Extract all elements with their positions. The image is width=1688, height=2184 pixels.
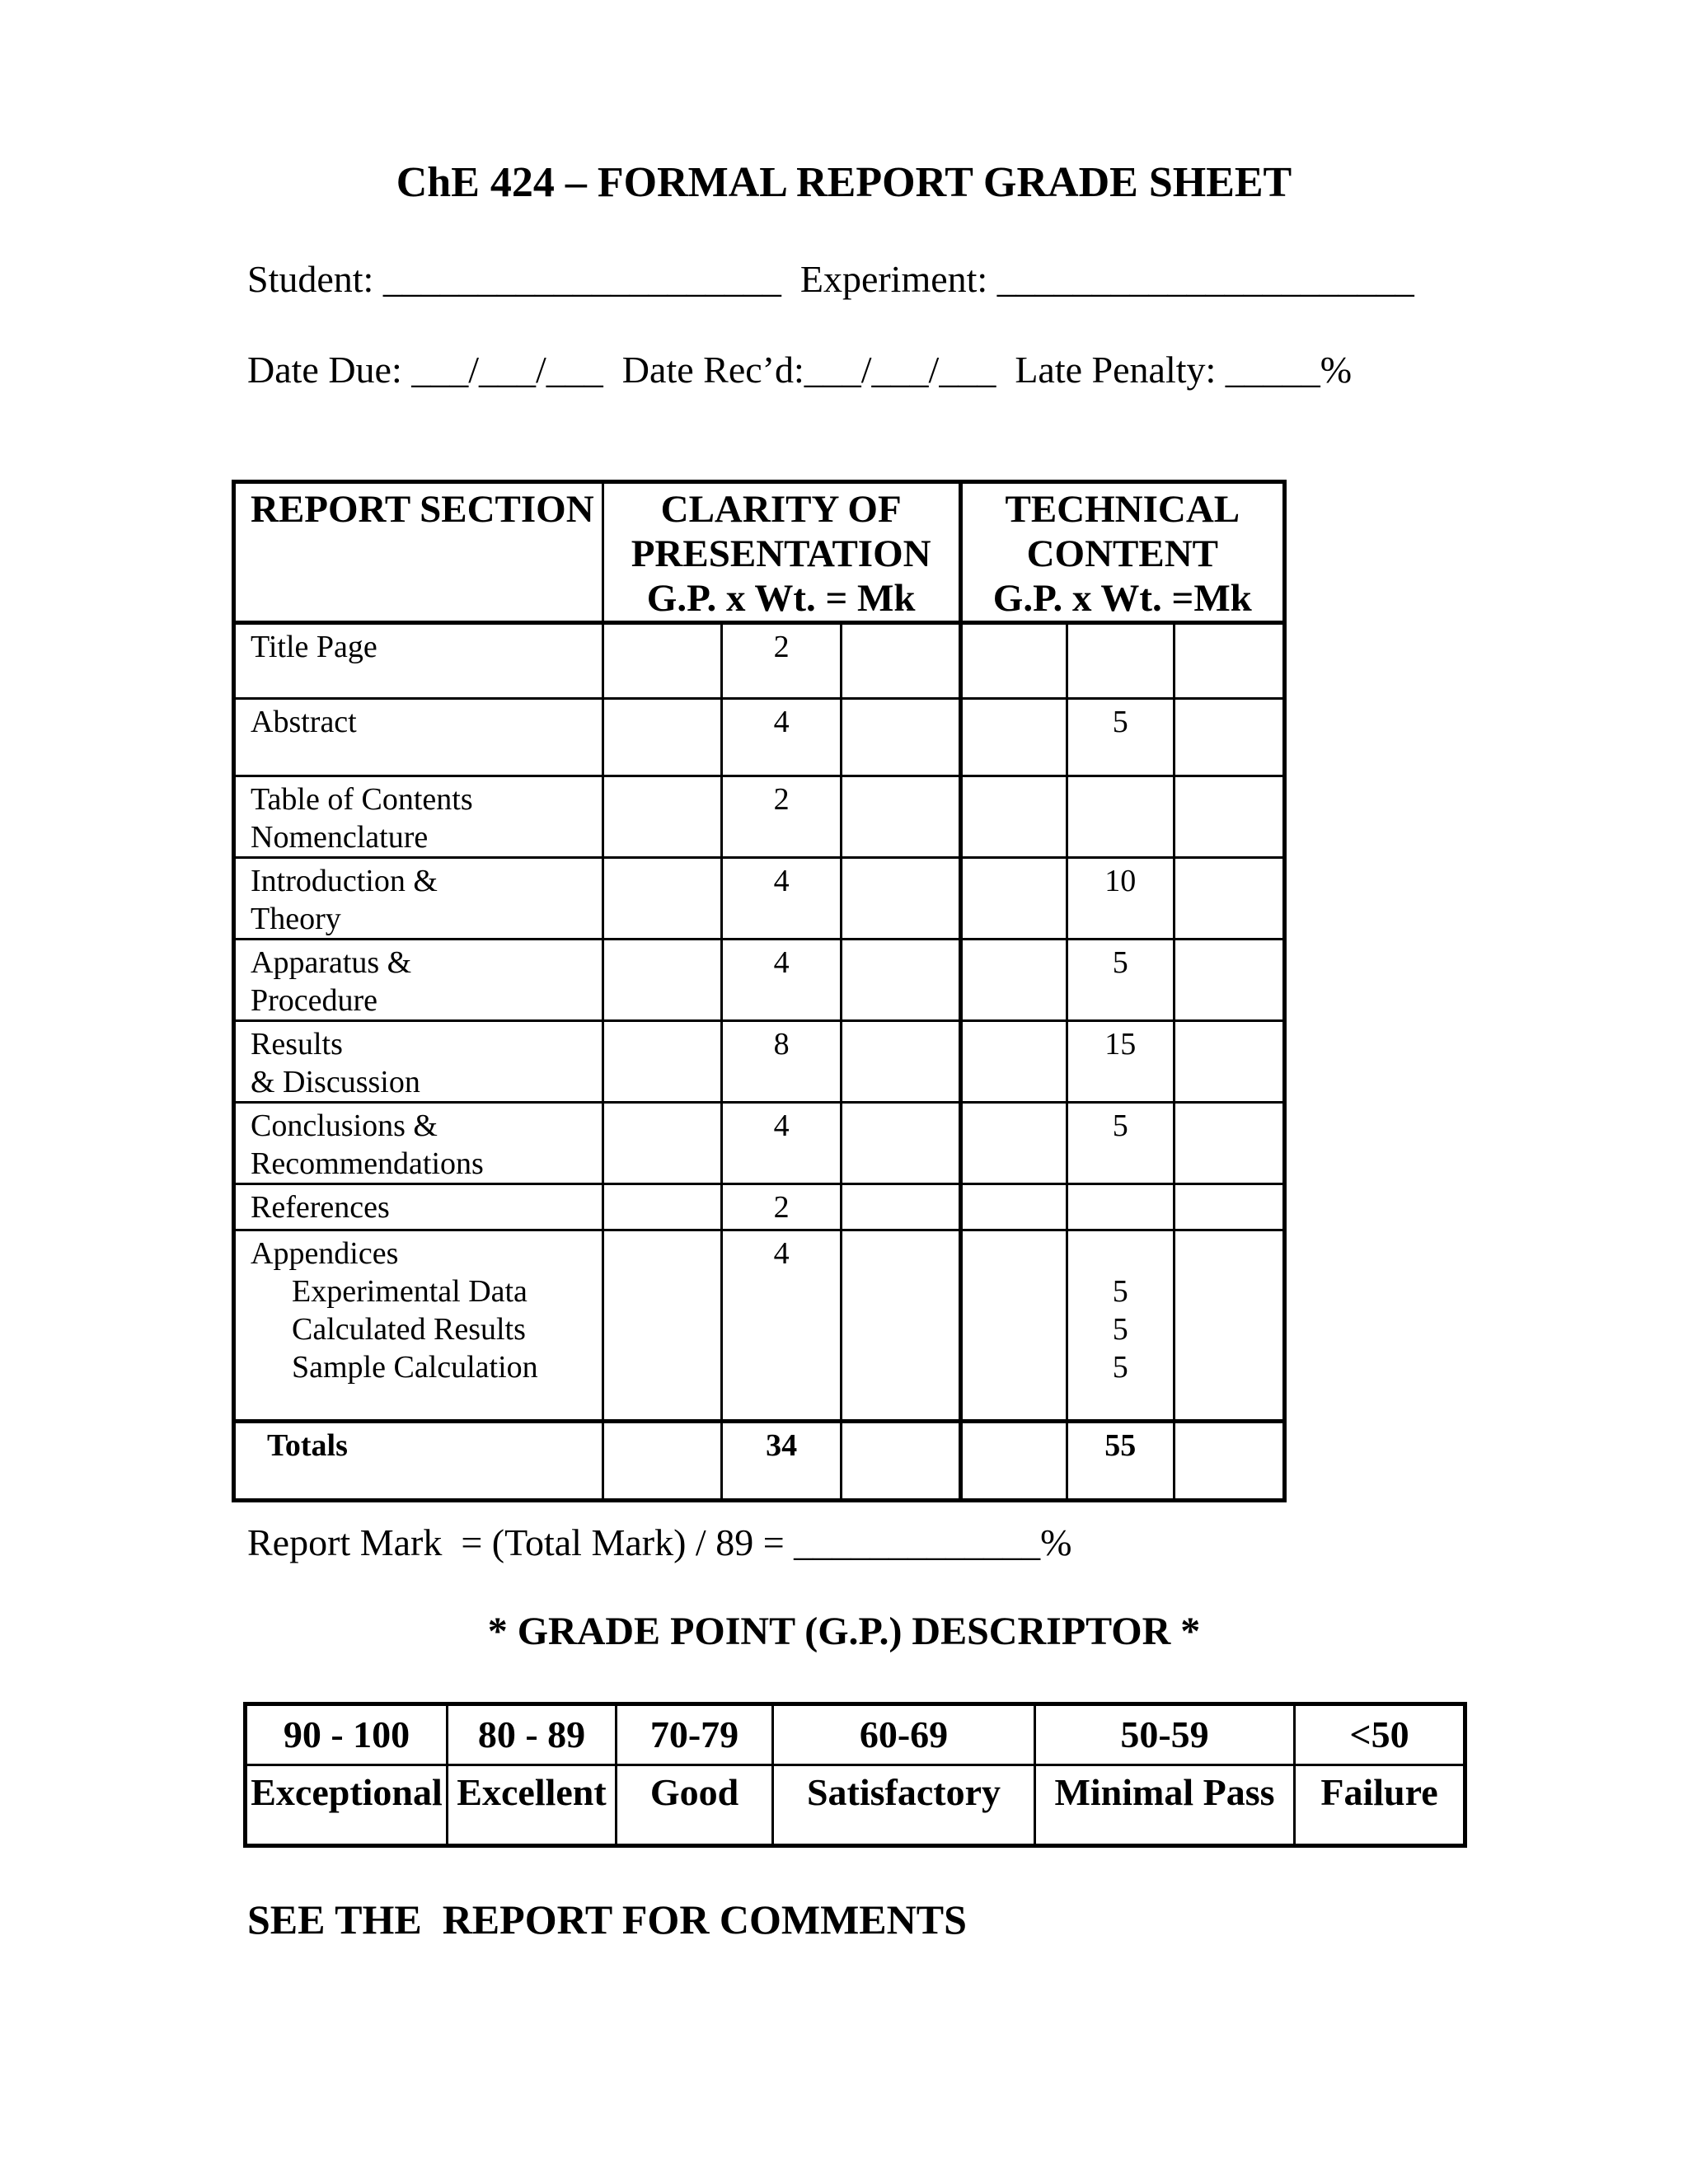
- gp-descriptor-table: [243, 1702, 1467, 1848]
- technical-mark-cell[interactable]: [1174, 858, 1284, 940]
- totals-row: [234, 1422, 1285, 1501]
- grade-range-cell: 50-59: [1035, 1704, 1295, 1765]
- clarity-mark-cell[interactable]: [842, 1230, 961, 1422]
- technical-weight-cell: 5: [1067, 940, 1175, 1021]
- grade-range-cell: 90 - 100: [246, 1704, 448, 1765]
- clarity-gp-cell[interactable]: [603, 940, 722, 1021]
- report-mark-line: Report Mark = (Total Mark) / 89 = _____________%: [247, 1521, 1072, 1563]
- technical-weight-cell: [1067, 776, 1175, 858]
- table-row: [234, 776, 1285, 858]
- grade-descriptor-cell: Satisfactory: [773, 1765, 1035, 1846]
- technical-weight-cell: 5: [1067, 1103, 1175, 1184]
- section-label: Apparatus & Procedure: [234, 940, 603, 1021]
- clarity-weight-cell: 4: [722, 940, 842, 1021]
- clarity-mark-cell[interactable]: [842, 1021, 961, 1103]
- technical-weight-total: 55: [1067, 1422, 1175, 1501]
- section-label: References: [234, 1184, 603, 1230]
- see-report-comments: SEE THE REPORT FOR COMMENTS: [247, 1896, 967, 1943]
- technical-gp-cell[interactable]: [960, 699, 1067, 776]
- section-label: Abstract: [234, 699, 603, 776]
- table-row: [234, 1184, 1285, 1230]
- clarity-weight-total: 34: [722, 1422, 842, 1501]
- technical-mark-cell[interactable]: [1174, 1103, 1284, 1184]
- technical-weight-cell: [1067, 623, 1175, 699]
- table-row: [234, 1230, 1285, 1422]
- header-report-section: REPORT SECTION: [234, 482, 603, 623]
- clarity-weight-cell: 4: [722, 858, 842, 940]
- technical-gp-cell[interactable]: [960, 940, 1067, 1021]
- clarity-mark-cell[interactable]: [842, 1184, 961, 1230]
- technical-weight-cell: [1067, 1184, 1175, 1230]
- clarity-weight-cell: 2: [722, 1184, 842, 1230]
- clarity-mark-cell[interactable]: [842, 776, 961, 858]
- clarity-gp-cell[interactable]: [603, 1103, 722, 1184]
- table-row: [234, 1021, 1285, 1103]
- totals-label: Totals: [234, 1422, 603, 1501]
- page-title: ChE 424 – FORMAL REPORT GRADE SHEET: [396, 159, 1292, 206]
- clarity-weight-cell: 4: [722, 1103, 842, 1184]
- clarity-gp-cell[interactable]: [603, 623, 722, 699]
- clarity-weight-cell: 8: [722, 1021, 842, 1103]
- technical-mark-cell[interactable]: [1174, 1230, 1284, 1422]
- clarity-gp-cell[interactable]: [603, 1184, 722, 1230]
- technical-weight-cell: 10: [1067, 858, 1175, 940]
- grade-range-cell: 60-69: [773, 1704, 1035, 1765]
- table-row: [234, 623, 1285, 699]
- grade-descriptor-cell: Excellent: [448, 1765, 617, 1846]
- clarity-gp-cell[interactable]: [603, 776, 722, 858]
- grade-range-cell: 70-79: [617, 1704, 773, 1765]
- technical-mark-cell[interactable]: [1174, 776, 1284, 858]
- table-row: [234, 1103, 1285, 1184]
- grade-range-cell: 80 - 89: [448, 1704, 617, 1765]
- clarity-mark-cell[interactable]: [842, 940, 961, 1021]
- section-label: Conclusions & Recommendations: [234, 1103, 603, 1184]
- clarity-weight-cell: 2: [722, 776, 842, 858]
- section-label: Results & Discussion: [234, 1021, 603, 1103]
- clarity-weight-cell: 4: [722, 699, 842, 776]
- technical-gp-cell[interactable]: [960, 623, 1067, 699]
- table-row: [234, 940, 1285, 1021]
- technical-gp-cell[interactable]: [960, 776, 1067, 858]
- grade-descriptor-cell: Minimal Pass: [1035, 1765, 1295, 1846]
- clarity-mark-cell[interactable]: [842, 699, 961, 776]
- student-experiment-line: Student: _____________________ Experiment: ______________________: [247, 258, 1414, 300]
- technical-mark-cell[interactable]: [1174, 699, 1284, 776]
- clarity-mark-cell[interactable]: [842, 623, 961, 699]
- technical-weight-cell: 5: [1067, 699, 1175, 776]
- grade-descriptor-cell: Failure: [1295, 1765, 1465, 1846]
- clarity-weight-cell: 4: [722, 1230, 842, 1422]
- gp-descriptor-heading: * GRADE POINT (G.P.) DESCRIPTOR *: [487, 1610, 1201, 1653]
- technical-gp-cell[interactable]: [960, 1103, 1067, 1184]
- clarity-gp-total[interactable]: [603, 1422, 722, 1501]
- section-label: Appendices Experimental Data Calculated Results Sample Calculation: [234, 1230, 603, 1422]
- technical-weight-cell: 15: [1067, 1021, 1175, 1103]
- technical-gp-total[interactable]: [960, 1422, 1067, 1501]
- technical-mark-cell[interactable]: [1174, 940, 1284, 1021]
- section-label: Introduction & Theory: [234, 858, 603, 940]
- grade-descriptor-cell: Exceptional: [246, 1765, 448, 1846]
- technical-mark-total[interactable]: [1174, 1422, 1284, 1501]
- technical-gp-cell[interactable]: [960, 1230, 1067, 1422]
- header-clarity: CLARITY OF PRESENTATION G.P. x Wt. = Mk: [603, 482, 960, 623]
- technical-mark-cell[interactable]: [1174, 1021, 1284, 1103]
- header-technical: TECHNICAL CONTENT G.P. x Wt. =Mk: [960, 482, 1284, 623]
- clarity-mark-total[interactable]: [842, 1422, 961, 1501]
- date-penalty-line: Date Due: ___/___/___ Date Rec’d:___/___/___ Late Penalty: _____%: [247, 349, 1353, 391]
- section-label: Title Page: [234, 623, 603, 699]
- clarity-mark-cell[interactable]: [842, 858, 961, 940]
- grade-table: [232, 480, 1287, 1502]
- clarity-weight-cell: 2: [722, 623, 842, 699]
- section-label: Table of Contents Nomenclature: [234, 776, 603, 858]
- clarity-mark-cell[interactable]: [842, 1103, 961, 1184]
- clarity-gp-cell[interactable]: [603, 1021, 722, 1103]
- clarity-gp-cell[interactable]: [603, 699, 722, 776]
- clarity-gp-cell[interactable]: [603, 1230, 722, 1422]
- technical-gp-cell[interactable]: [960, 858, 1067, 940]
- table-row: [234, 858, 1285, 940]
- grade-descriptor-cell: Good: [617, 1765, 773, 1846]
- technical-gp-cell[interactable]: [960, 1021, 1067, 1103]
- technical-mark-cell[interactable]: [1174, 1184, 1284, 1230]
- grade-range-cell: <50: [1295, 1704, 1465, 1765]
- technical-mark-cell[interactable]: [1174, 623, 1284, 699]
- technical-weight-cell: 5 5 5: [1067, 1230, 1175, 1422]
- clarity-gp-cell[interactable]: [603, 858, 722, 940]
- technical-gp-cell[interactable]: [960, 1184, 1067, 1230]
- table-row: [234, 699, 1285, 776]
